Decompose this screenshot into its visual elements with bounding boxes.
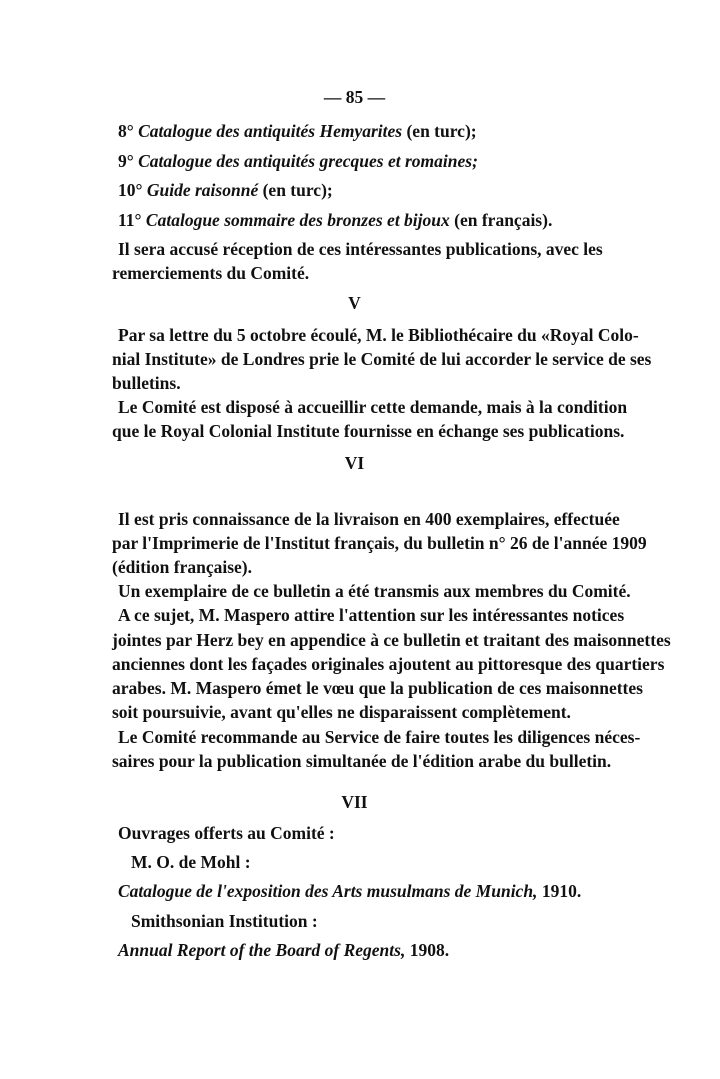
work-title: Catalogue de l'exposition des Arts musulmans de Munich, bbox=[118, 881, 538, 901]
page-number: — 85 — bbox=[323, 87, 386, 107]
paragraph-line: A ce sujet, M. Maspero attire l'attention sur les intéressantes notices bbox=[118, 605, 625, 625]
item-note: (en turc); bbox=[406, 121, 477, 141]
paragraph-line: Le Comité recommande au Service de faire toutes les diligences néces- bbox=[118, 727, 641, 747]
paragraph-line: Il est pris connaissance de la livraison en 400 exemplaires, effectuée bbox=[118, 509, 620, 529]
paragraph-line: Le Comité est disposé à accueillir cette demande, mais à la condition bbox=[118, 397, 628, 417]
list-item bbox=[118, 119, 597, 143]
item-number: 9° bbox=[118, 151, 134, 171]
item-number: 8° bbox=[118, 121, 134, 141]
paragraph-line: anciennes dont les façades originales ajoutent au pittoresque des quartiers bbox=[112, 654, 665, 674]
list-item bbox=[118, 178, 597, 202]
list-item bbox=[118, 149, 597, 173]
item-title: Catalogue des antiquités Hemyarites bbox=[138, 121, 403, 141]
section-heading-v: V bbox=[348, 293, 361, 313]
paragraph-line: remerciements du Comité. bbox=[112, 263, 310, 283]
item-title: Guide raisonné bbox=[146, 180, 259, 200]
paragraph-line: Par sa lettre du 5 octobre écoulé, M. le Bibliothécaire du «Royal Colo- bbox=[118, 325, 639, 345]
donated-work bbox=[118, 938, 597, 962]
section-heading-vi: VI bbox=[344, 453, 365, 473]
list-item bbox=[118, 208, 597, 232]
paragraph-line: par l'Imprimerie de l'Institut français, du bulletin n° 26 de l'année 1909 bbox=[112, 533, 647, 553]
item-title: Catalogue sommaire des bronzes et bijoux bbox=[145, 210, 450, 230]
paragraph-line: soit poursuivie, avant qu'elles ne disparaissent complètement. bbox=[112, 702, 571, 722]
donor-name: M. O. de Mohl : bbox=[131, 852, 251, 872]
paragraph-line: Il sera accusé réception de ces intéressantes publications, avec les bbox=[118, 239, 603, 259]
item-number: 11° bbox=[118, 210, 142, 230]
paragraph-line: arabes. M. Maspero émet le vœu que la publication de ces maisonnettes bbox=[112, 678, 643, 698]
donor-name: Smithsonian Institution : bbox=[131, 911, 318, 931]
item-title: Catalogue des antiquités grecques et romaines; bbox=[138, 151, 478, 171]
section-heading-vii: VII bbox=[341, 792, 368, 812]
item-note: (en français). bbox=[454, 210, 553, 230]
paragraph-line: que le Royal Colonial Institute fournisse en échange ses publications. bbox=[112, 421, 625, 441]
paragraph-line: saires pour la publication simultanée de l'édition arabe du bulletin. bbox=[112, 751, 612, 771]
paragraph-line: nial Institute» de Londres prie le Comité de lui accorder le service de ses bbox=[112, 349, 652, 369]
item-note: (en turc); bbox=[262, 180, 333, 200]
paragraph-line: jointes par Herz bey en appendice à ce bulletin et traitant des maisonnettes bbox=[112, 630, 671, 650]
work-year: 1910. bbox=[541, 881, 582, 901]
item-number: 10° bbox=[118, 180, 143, 200]
paragraph-line: Un exemplaire de ce bulletin a été transmis aux membres du Comité. bbox=[118, 581, 631, 601]
work-year: 1908. bbox=[409, 940, 450, 960]
paragraph-line: bulletins. bbox=[112, 373, 181, 393]
vii-intro: Ouvrages offerts au Comité : bbox=[118, 823, 335, 843]
donated-work bbox=[118, 879, 597, 903]
paragraph-line: (édition française). bbox=[112, 557, 252, 577]
work-title: Annual Report of the Board of Regents, bbox=[118, 940, 406, 960]
